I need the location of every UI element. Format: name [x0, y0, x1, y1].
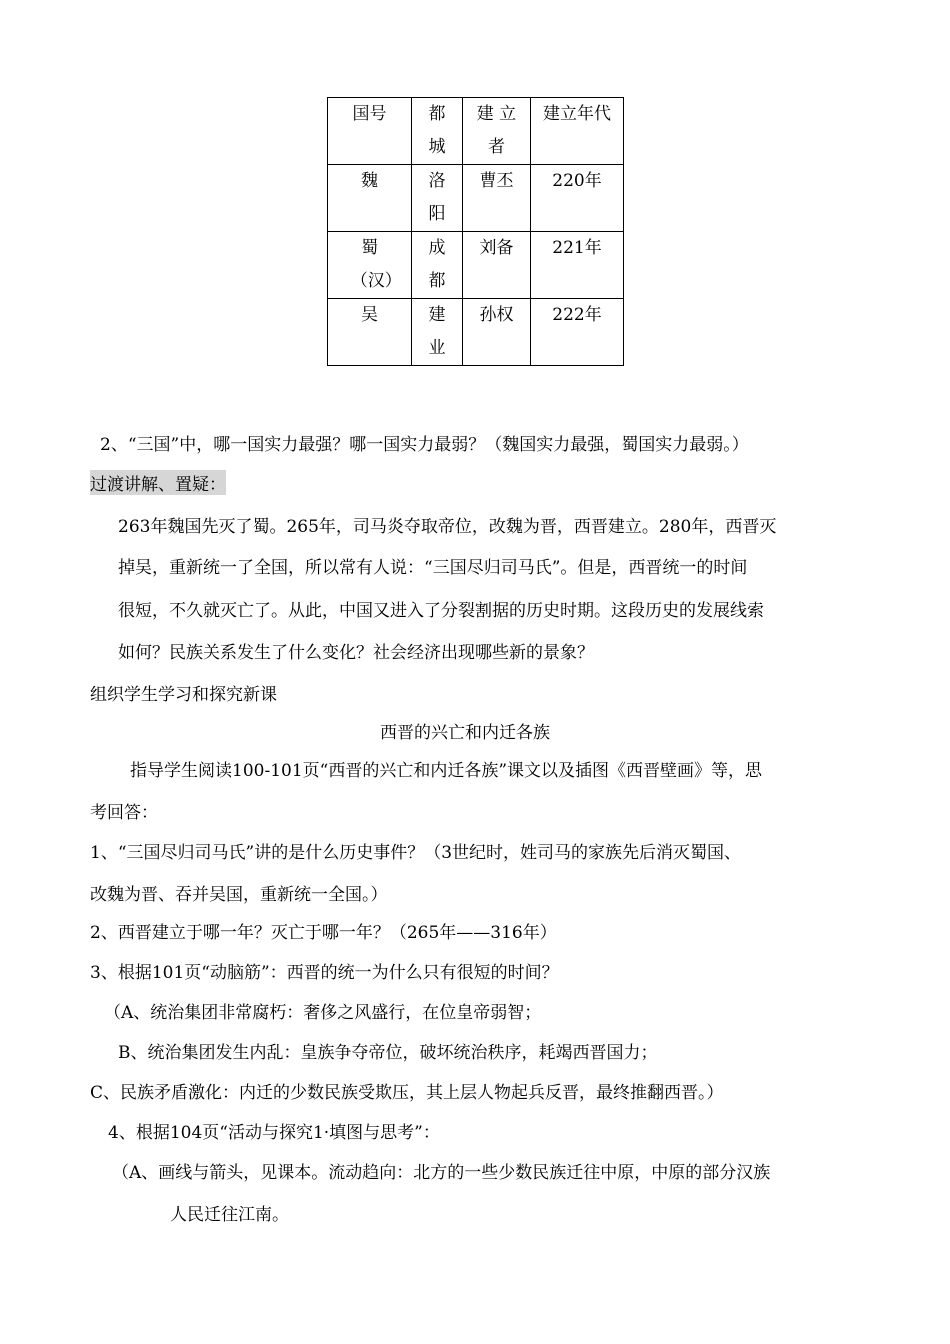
table-cell: 221年 [531, 232, 624, 299]
table-cell: 蜀（汉） [328, 232, 412, 299]
question-2-line: 2、“三国”中，哪一国实力最强？哪一国实力最弱？（魏国实力最强，蜀国实力最弱。） [100, 435, 749, 455]
table-cell: 魏 [328, 165, 412, 232]
qa-line: 2、西晋建立于哪一年？灭亡于哪一年？（265年——316年） [90, 923, 557, 943]
table-cell: 孙权 [463, 299, 531, 366]
three-kingdoms-table [327, 97, 624, 366]
intro-line: 如何？民族关系发生了什么变化？社会经济出现哪些新的景象？ [118, 643, 594, 663]
qa-line: （A、统治集团非常腐朽：奢侈之风盛行，在位皇帝弱智； [104, 1003, 542, 1023]
table-cell: 成都 [412, 232, 463, 299]
guide-line: 考回答： [90, 803, 158, 823]
table-cell: 吴 [328, 299, 412, 366]
table-cell: 洛阳 [412, 165, 463, 232]
section-title: 西晋的兴亡和内迁各族 [380, 723, 550, 743]
intro-line: 掉吴，重新统一了全国，所以常有人说：“三国尽归司马氏”。但是，西晋统一的时间 [118, 558, 748, 578]
qa-line: （A、画线与箭头，见课本。流动趋向：北方的一些少数民族迁往中原，中原的部分汉族 [112, 1163, 771, 1183]
table-header-row [328, 98, 624, 165]
qa-line: C、民族矛盾激化：内迁的少数民族受欺压，其上层人物起兵反晋，最终推翻西晋。） [90, 1083, 724, 1103]
qa-line: 改魏为晋、吞并吴国，重新统一全国。） [90, 885, 388, 905]
table-cell: 220年 [531, 165, 624, 232]
qa-line: 4、根据104页“活动与探究1·填图与思考”： [108, 1123, 440, 1143]
intro-line: 263年魏国先灭了蜀。265年，司马炎夺取帝位，改魏为晋，西晋建立。280年，西晋灭 [118, 517, 777, 537]
organize-heading: 组织学生学习和探究新课 [90, 685, 277, 705]
qa-line: B、统治集团发生内乱：皇族争夺帝位，破坏统治秩序，耗竭西晋国力； [118, 1043, 658, 1063]
qa-line: 3、根据101页“动脑筋”：西晋的统一为什么只有很短的时间？ [90, 963, 559, 983]
table-row [328, 165, 624, 232]
table-cell: 曹丕 [463, 165, 531, 232]
qa-line: 1、“三国尽归司马氏”讲的是什么历史事件？（3世纪时，姓司马的家族先后消灭蜀国、 [90, 843, 742, 863]
table-header-cell: 都城 [412, 98, 463, 165]
guide-line: 指导学生阅读100-101页“西晋的兴亡和内迁各族”课文以及插图《西晋壁画》等，思 [130, 761, 763, 781]
table-header-cell: 国号 [328, 98, 412, 165]
table-row [328, 232, 624, 299]
table-cell: 222年 [531, 299, 624, 366]
intro-line: 很短，不久就灭亡了。从此，中国又进入了分裂割据的历史时期。这段历史的发展线索 [118, 601, 764, 621]
table-cell: 刘备 [463, 232, 531, 299]
table-header-cell: 建 立 者 [463, 98, 531, 165]
qa-line: 人民迁往江南。 [170, 1205, 289, 1225]
table-header-cell: 建立年代 [531, 98, 624, 165]
transition-heading: 过渡讲解、置疑： [90, 470, 226, 495]
table-cell: 建业 [412, 299, 463, 366]
table-row [328, 299, 624, 366]
